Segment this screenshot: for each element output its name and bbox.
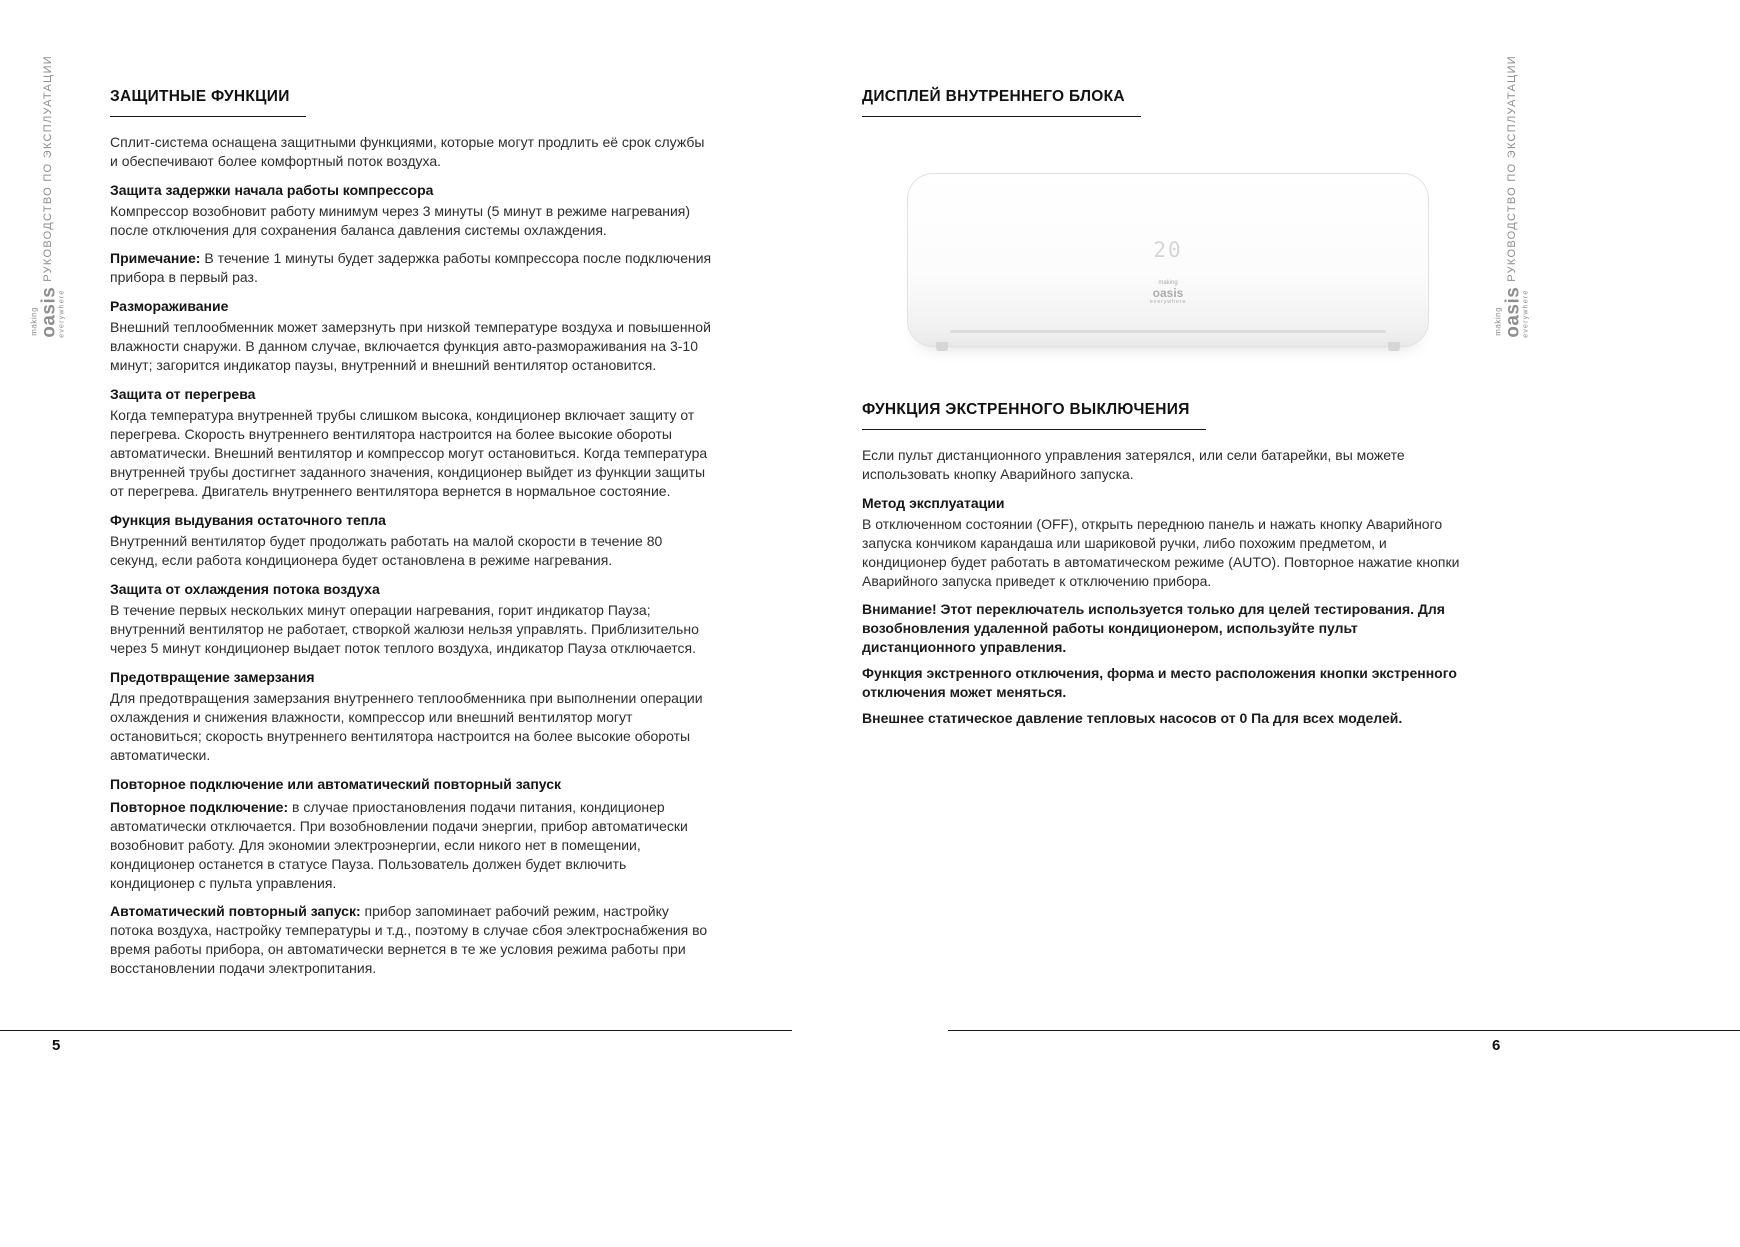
section-heading: Повторное подключение или автоматический повторный запуск xyxy=(110,776,562,792)
lead-paragraph: Повторное подключение: в случае приостановления подачи питания, кондиционер автоматически отключается. При возобновлении подачи энергии, прибор автоматически возобновит работу. Для экономии электроэнергии, если никого нет в помещении, кондиционер останется в статусе Пауза. Пользователь должен будет включить кондиционер с пульта управления. xyxy=(110,799,688,891)
paragraph: В течение первых нескольких минут операции нагревания, горит индикатор Пауза; внутренний вентилятор не работает, створкой жалюзи нельзя управлять. Приблизительно через 5 минут кондиционер выдает поток теплого воздуха, индикатор Пауза отключается. xyxy=(110,602,699,656)
section-heading: Защита задержки начала работы компрессора xyxy=(110,182,434,198)
paragraph: Когда температура внутренней трубы слишком высока, кондиционер включает защиту от перегрева. Скорость внутреннего вентилятора настроится на более высокие обороты автоматически. Внешний вентилятор и компрессор могут остановиться. Когда температура внутренней трубы достигнет заданного значения, кондиционер выйдет из функции защиты от перегрева. Двигатель внутреннего вентилятора вернется в нормальное состояние. xyxy=(110,407,708,499)
unit-logo-making-text: making xyxy=(1158,280,1178,286)
unit-logo-oasis-text: oasis xyxy=(1152,286,1184,301)
section-heading: Предотвращение замерзания xyxy=(110,669,315,685)
paragraph-lead: Автоматический повторный запуск: xyxy=(110,903,361,919)
lead-paragraph: Автоматический повторный запуск: прибор запоминает рабочий режим, настройку потока воздуха, настройку температуры и т.д., поэтому в случае сбоя электроснабжения во время работы прибора, он автоматически вернется в те же условия режима работы при восстановлении подачи электропитания. xyxy=(110,903,708,976)
logo-oasis-text: oasis xyxy=(1502,286,1524,338)
lead-paragraph: Примечание: В течение 1 минуты будет задержка работы компрессора после подключения прибора в первый раз. xyxy=(110,250,712,285)
page-5 xyxy=(110,88,714,987)
page-number-right: 6 xyxy=(1492,1037,1501,1054)
unit-foot-right xyxy=(1388,342,1400,351)
logo-making-text: making xyxy=(29,306,39,336)
unit-temperature-display: 20 xyxy=(1153,238,1183,262)
unit-foot-left xyxy=(936,342,948,351)
paragraph: Функция экстренного отключения, форма и место расположения кнопки экстренного отключения может меняться. xyxy=(862,665,1457,700)
page-6 xyxy=(862,88,1474,735)
page-6-content xyxy=(862,446,1474,728)
unit-logo-everywhere-text: everywhere xyxy=(1149,299,1187,306)
paragraph: Сплит-система оснащена защитными функциями, которые могут продлить её срок службы и обеспечивают более комфортный поток воздуха. xyxy=(110,134,705,169)
paragraph-lead: Примечание: xyxy=(110,250,201,266)
logo-everywhere-text: everywhere xyxy=(1522,289,1530,338)
paragraph: Если пульт дистанционного управления затерялся, или сели батарейки, вы можете использовать кнопку Аварийного запуска. xyxy=(862,447,1405,482)
left-edge-oasis-logo xyxy=(30,264,65,338)
protective-functions-title: ЗАЩИТНЫЕ ФУНКЦИИ xyxy=(110,88,306,117)
left-edge-vertical-title: РУКОВОДСТВО ПО ЭКСПЛУАТАЦИИ xyxy=(42,55,54,282)
paragraph: Для предотвращения замерзания внутреннего теплообменника при выполнении операции охлаждения и снижения влажности, компрессор или внешний вентилятор могут остановиться; скорость внутреннего вентилятора настроится на более высокие обороты автоматически. xyxy=(110,690,703,763)
section-heading: Размораживание xyxy=(110,298,229,314)
footer-rule-right xyxy=(948,1030,1740,1031)
emergency-shutdown-title: ФУНКЦИЯ ЭКСТРЕННОГО ВЫКЛЮЧЕНИЯ xyxy=(862,401,1206,430)
paragraph: Внешнее статическое давление тепловых насосов от 0 Па для всех моделей. xyxy=(862,710,1403,726)
footer-rule-left xyxy=(0,1030,792,1031)
page-number-left: 5 xyxy=(52,1037,61,1054)
right-edge-oasis-logo xyxy=(1494,264,1529,338)
paragraph: Внутренний вентилятор будет продолжать работать на малой скорости в течение 80 секунд, если работа кондиционера будет остановлена в режиме нагревания. xyxy=(110,533,663,568)
section-heading: Метод эксплуатации xyxy=(862,495,1005,511)
unit-oasis-logo xyxy=(908,280,1428,306)
paragraph: Внешний теплообменник может замерзнуть при низкой температуре воздуха и повышенной влажности снаружи. В данном случае, включается функция авто-размораживания на 3-10 минут; загорится индикатор паузы, внутренний и внешний вентилятор остановится. xyxy=(110,319,711,373)
paragraph: Компрессор возобновит работу минимум через 3 минуты (5 минут в режиме нагревания) после отключения для сохранения баланса давления системы охлаждения. xyxy=(110,203,691,238)
logo-everywhere-text: everywhere xyxy=(58,289,66,338)
indoor-unit-illustration xyxy=(907,173,1429,347)
paragraph-lead: Повторное подключение: xyxy=(110,799,289,815)
logo-oasis-text: oasis xyxy=(38,286,60,338)
section-heading: Функция выдувания остаточного тепла xyxy=(110,512,386,528)
section-heading: Защита от перегрева xyxy=(110,386,256,402)
indoor-unit-display-title: ДИСПЛЕЙ ВНУТРЕННЕГО БЛОКА xyxy=(862,88,1141,117)
paragraph: Внимание! Этот переключатель используется только для целей тестирования. Для возобновления удаленной работы кондиционером, используйте пульт дистанционного управления. xyxy=(862,601,1445,655)
paragraph: В отключенном состоянии (OFF), открыть переднюю панель и нажать кнопку Аварийного запуска кончиком карандаша или шариковой ручки, либо похожим предметом, и кондиционер будет работать в автоматическом режиме (AUTO). Повторное нажатие кнопки Аварийного запуска приведет к отключению прибора. xyxy=(862,516,1460,589)
section-heading: Защита от охлаждения потока воздуха xyxy=(110,581,380,597)
logo-making-text: making xyxy=(1493,306,1503,336)
page-5-content xyxy=(110,133,714,978)
right-edge-vertical-title: РУКОВОДСТВО ПО ЭКСПЛУАТАЦИИ xyxy=(1506,55,1518,282)
unit-air-vent xyxy=(950,330,1386,333)
